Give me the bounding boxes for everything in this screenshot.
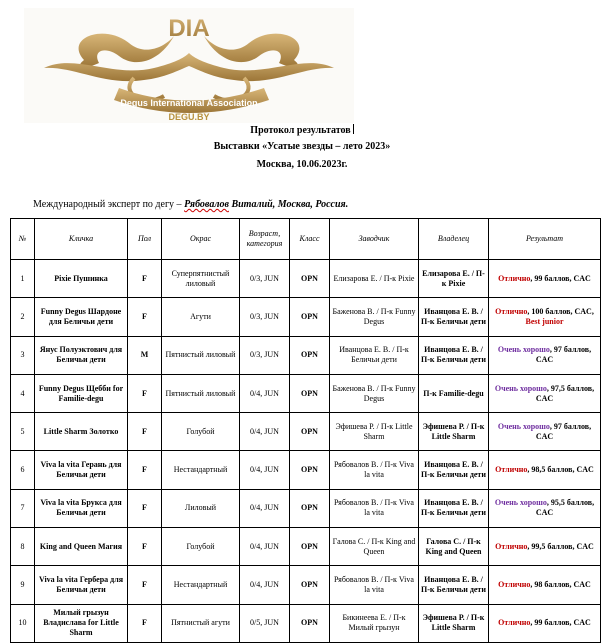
cell-name: Pixie Пушинка xyxy=(35,260,128,298)
cell-breeder: Баженова В. / П-к Funny Degus xyxy=(330,374,419,412)
cell-name: King and Queen Магия xyxy=(35,528,128,566)
result-details: , 99 баллов, CAC xyxy=(530,273,591,283)
cell-age: 0/4, JUN xyxy=(240,413,290,451)
cell-class: OPN xyxy=(290,336,330,374)
cell-class: OPN xyxy=(290,489,330,527)
header-line-1: Протокол результатов xyxy=(0,124,604,136)
cell-number: 4 xyxy=(11,374,35,412)
result-grade: Отлично xyxy=(498,618,531,628)
header-line-3: Москва, 10.06.2023г. xyxy=(256,159,348,170)
cell-result xyxy=(489,566,601,604)
cell-name: Милый грызун Владислава for Little Sharm xyxy=(35,604,128,642)
cell-age: 0/3, JUN xyxy=(240,336,290,374)
cell-result xyxy=(489,374,601,412)
table-row xyxy=(11,298,601,336)
cell-age: 0/4, JUN xyxy=(240,451,290,489)
cell-owner: П-к Familie-degu xyxy=(419,374,489,412)
header-line-2: Выставки «Усатые звезды – лето 2023» xyxy=(213,141,391,152)
cell-result xyxy=(489,528,601,566)
cell-result xyxy=(489,451,601,489)
cell-class: OPN xyxy=(290,413,330,451)
cell-owner: Эфишева Р. / П-к Little Sharm xyxy=(419,604,489,642)
cell-name: Funny Degus Шардоне для Беличьи дети xyxy=(35,298,128,336)
expert-surname: Рябовалов xyxy=(184,199,229,210)
cell-class: OPN xyxy=(290,566,330,604)
cell-number: 10 xyxy=(11,604,35,642)
cell-result xyxy=(489,604,601,642)
table-row xyxy=(11,489,601,527)
result-details: , 98,5 баллов, CAC xyxy=(527,465,594,475)
cell-color: Пятнистый агути xyxy=(162,604,240,642)
logo-title: DIA xyxy=(168,15,210,42)
col-header-class: Класс xyxy=(290,219,330,260)
cell-class: OPN xyxy=(290,528,330,566)
cell-owner: Эфишева Р. / П-к Little Sharm xyxy=(419,413,489,451)
cell-name: Viva la vita Гербера для Беличьи дети xyxy=(35,566,128,604)
cell-breeder: Бикинеева Е. / П-к Милый грызун xyxy=(330,604,419,642)
cell-owner: Иванцова Е. В. / П-к Беличьи дети xyxy=(419,451,489,489)
cell-age: 0/4, JUN xyxy=(240,374,290,412)
cell-sex: F xyxy=(128,298,162,336)
logo-ribbon-text: Degus International Association xyxy=(120,98,258,108)
cell-name: Viva la vita Герань для Беличьи дети xyxy=(35,451,128,489)
cell-number: 9 xyxy=(11,566,35,604)
dia-logo xyxy=(24,8,354,123)
text-cursor xyxy=(353,124,354,134)
result-grade: Очень хорошо xyxy=(494,498,547,508)
cell-sex: F xyxy=(128,489,162,527)
result-grade: Очень хорошо xyxy=(494,383,547,393)
cell-number: 3 xyxy=(11,336,35,374)
col-header-number: № xyxy=(11,219,35,260)
table-row xyxy=(11,260,601,298)
cell-sex: F xyxy=(128,260,162,298)
cell-color: Агути xyxy=(162,298,240,336)
result-grade: Очень хорошо xyxy=(497,345,550,355)
cell-sex: F xyxy=(128,528,162,566)
cell-color: Голубой xyxy=(162,528,240,566)
cell-owner: Иванцова Е. В. / П-к Беличьи дети xyxy=(419,298,489,336)
table-row xyxy=(11,336,601,374)
cell-owner: Елизарова Е. / П-к Pixie xyxy=(419,260,489,298)
col-header-result: Результат xyxy=(489,219,601,260)
result-details: , 98 баллов, CAC xyxy=(530,580,591,590)
cell-sex: F xyxy=(128,566,162,604)
cell-number: 6 xyxy=(11,451,35,489)
col-header-owner: Владелец xyxy=(419,219,489,260)
result-best-award: Best junior xyxy=(525,316,564,326)
col-header-breeder: Заводчик xyxy=(330,219,419,260)
cell-age: 0/4, JUN xyxy=(240,489,290,527)
table-header-row xyxy=(11,219,601,260)
result-grade: Отлично xyxy=(498,273,531,283)
col-header-age: Возраст, категория xyxy=(240,219,290,260)
expert-prefix: Международный эксперт по дегу – xyxy=(33,199,185,210)
result-details: , 97 баллов, CAC xyxy=(535,421,592,441)
result-details: , 95,5 баллов, CAC xyxy=(535,498,595,518)
logo-site: DEGU.BY xyxy=(168,112,210,122)
cell-name: Янус Полуэктович для Беличьи дети xyxy=(35,336,128,374)
col-header-sex: Пол xyxy=(128,219,162,260)
cell-age: 0/3, JUN xyxy=(240,298,290,336)
cell-color: Голубой xyxy=(162,413,240,451)
cell-number: 2 xyxy=(11,298,35,336)
result-grade: Отлично xyxy=(495,541,528,551)
result-details: , 99,5 баллов, CAC xyxy=(527,541,594,551)
cell-name: Viva la vita Брукса для Беличьи дети xyxy=(35,489,128,527)
table-row xyxy=(11,528,601,566)
cell-owner: Галова С. / П-к King and Queen xyxy=(419,528,489,566)
cell-breeder: Иванцова Е. В. / П-к Беличьи дети xyxy=(330,336,419,374)
expert-name-rest: Виталий, Москва, Россия. xyxy=(228,199,349,210)
cell-owner: Иванцова Е. В. / П-к Беличьи дети xyxy=(419,336,489,374)
cell-color: Пятнистый лиловый xyxy=(162,336,240,374)
cell-sex: F xyxy=(128,604,162,642)
expert-name xyxy=(184,199,348,210)
cell-owner: Иванцова Е. В. / П-к Беличьи дети xyxy=(419,566,489,604)
cell-age: 0/4, JUN xyxy=(240,566,290,604)
cell-color: Нестандартный xyxy=(162,451,240,489)
cell-breeder: Рябовалов В. / П-к Viva la vita xyxy=(330,489,419,527)
cell-age: 0/4, JUN xyxy=(240,528,290,566)
table-row xyxy=(11,413,601,451)
cell-breeder: Елизарова Е. / П-к Pixie xyxy=(330,260,419,298)
cell-age: 0/5, JUN xyxy=(240,604,290,642)
cell-result xyxy=(489,260,601,298)
cell-sex: F xyxy=(128,451,162,489)
cell-sex: F xyxy=(128,413,162,451)
cell-number: 8 xyxy=(11,528,35,566)
cell-result xyxy=(489,489,601,527)
dia-logo-graphic xyxy=(24,8,354,123)
cell-color: Нестандартный xyxy=(162,566,240,604)
results-table xyxy=(10,218,601,643)
cell-sex: M xyxy=(128,336,162,374)
result-grade: Отлично xyxy=(498,580,531,590)
result-grade: Очень хорошо xyxy=(497,421,550,431)
cell-class: OPN xyxy=(290,374,330,412)
cell-color: Суперпятнистый лиловый xyxy=(162,260,240,298)
cell-name: Little Sharm Золотко xyxy=(35,413,128,451)
cell-number: 1 xyxy=(11,260,35,298)
col-header-name: Кличка xyxy=(35,219,128,260)
cell-result xyxy=(489,336,601,374)
cell-number: 7 xyxy=(11,489,35,527)
result-details: , 97,5 баллов, CAC xyxy=(535,383,595,403)
cell-breeder: Баженова В. / П-к Funny Degus xyxy=(330,298,419,336)
result-details: , 99 баллов, CAC xyxy=(530,618,591,628)
result-grade: Отлично xyxy=(495,306,528,316)
table-row xyxy=(11,604,601,642)
cell-class: OPN xyxy=(290,604,330,642)
cell-color: Пятнистый лиловый xyxy=(162,374,240,412)
col-header-color: Окрас xyxy=(162,219,240,260)
table-row xyxy=(11,566,601,604)
cell-breeder: Рябовалов В. / П-к Viva la vita xyxy=(330,566,419,604)
cell-breeder: Эфишева Р. / П-к Little Sharm xyxy=(330,413,419,451)
cell-number: 5 xyxy=(11,413,35,451)
cell-class: OPN xyxy=(290,298,330,336)
result-details: , 97 баллов, CAC xyxy=(535,345,592,365)
cell-result xyxy=(489,413,601,451)
cell-breeder: Галова С. / П-к King and Queen xyxy=(330,528,419,566)
cell-color: Лиловый xyxy=(162,489,240,527)
cell-class: OPN xyxy=(290,260,330,298)
cell-age: 0/3, JUN xyxy=(240,260,290,298)
expert-line xyxy=(33,199,348,210)
cell-result xyxy=(489,298,601,336)
cell-owner: Иванцова Е. В. / П-к Беличьи дети xyxy=(419,489,489,527)
table-row xyxy=(11,451,601,489)
cell-breeder: Рябовалов В. / П-к Viva la vita xyxy=(330,451,419,489)
cell-class: OPN xyxy=(290,451,330,489)
cell-sex: F xyxy=(128,374,162,412)
result-details: , 100 баллов, CAC, xyxy=(527,306,594,316)
table-row xyxy=(11,374,601,412)
cell-name: Funny Degus Щебби for Familie-degu xyxy=(35,374,128,412)
result-grade: Отлично xyxy=(495,465,528,475)
